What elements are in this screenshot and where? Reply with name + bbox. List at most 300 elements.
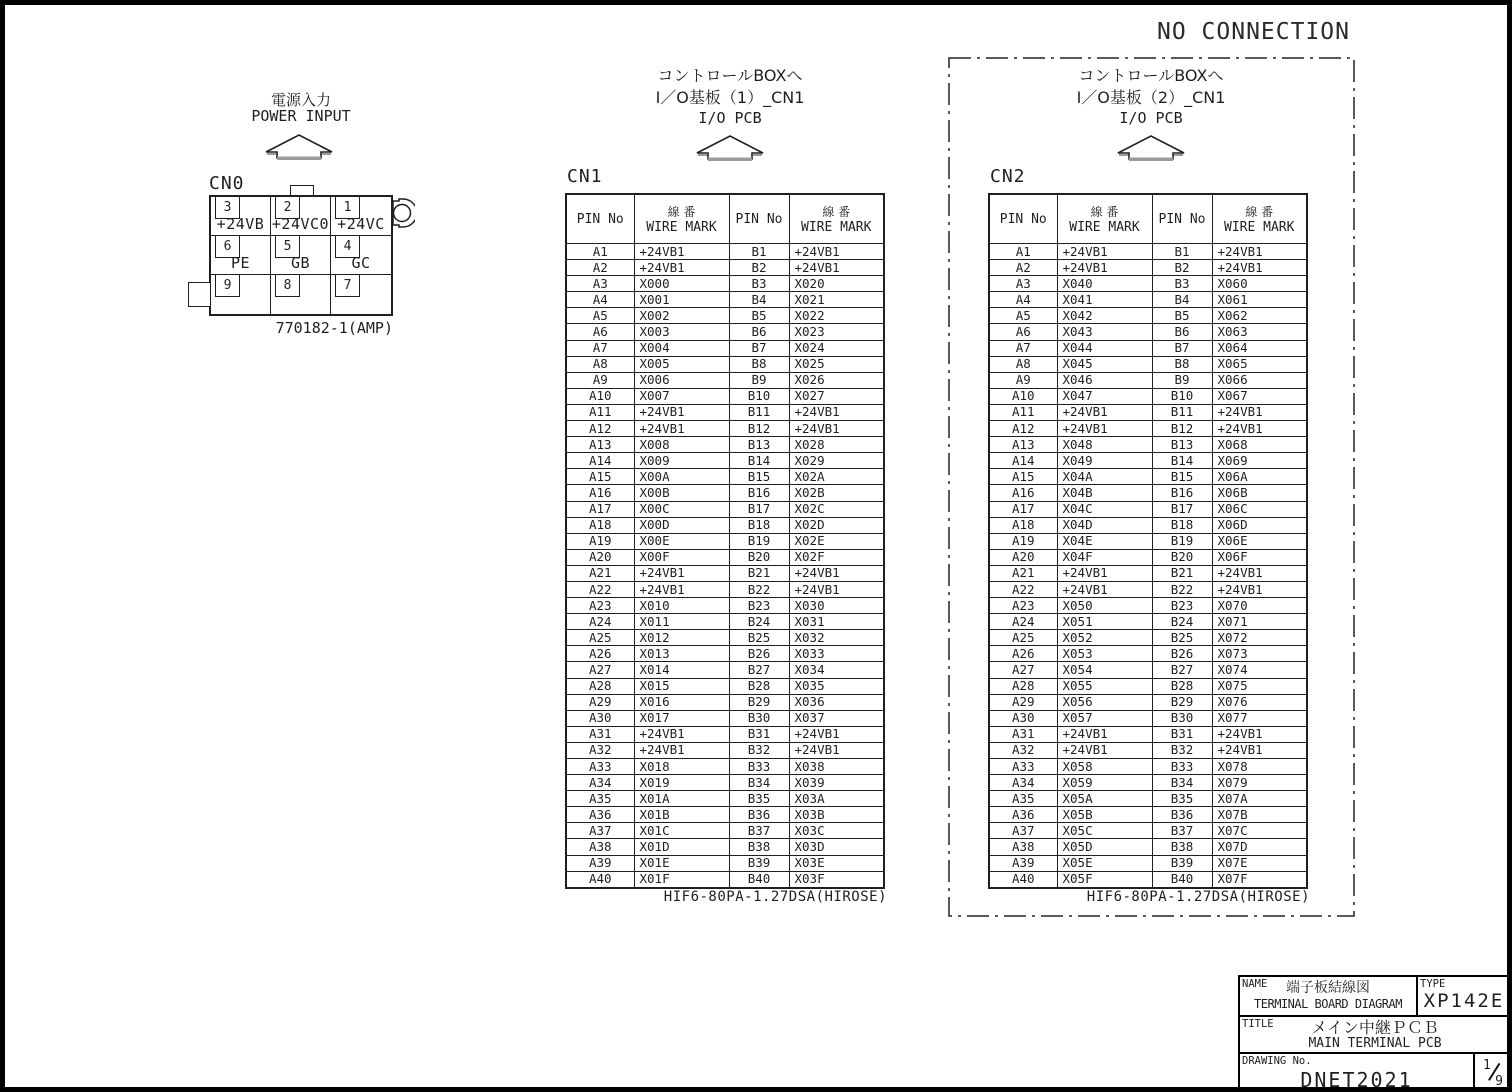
pin-no-cell: A34 bbox=[989, 775, 1057, 791]
wire-mark-cell: X04E bbox=[1057, 533, 1152, 549]
wire-mark-cell: X078 bbox=[1212, 759, 1307, 775]
wire-mark-cell: X068 bbox=[1212, 437, 1307, 453]
pin-row bbox=[989, 437, 1307, 453]
wire-mark-cell: X051 bbox=[1057, 614, 1152, 630]
power-input-label-en: POWER INPUT bbox=[251, 107, 351, 125]
wire-mark-cell: +24VB1 bbox=[634, 565, 729, 581]
pin-no-cell: A15 bbox=[566, 469, 634, 485]
wire-mark-cell: X017 bbox=[634, 710, 729, 726]
pin-row bbox=[989, 791, 1307, 807]
pin-row bbox=[989, 742, 1307, 758]
pin-no-cell: A9 bbox=[566, 372, 634, 388]
wire-mark-cell: +24VB1 bbox=[1057, 404, 1152, 420]
wire-mark-cell: X02E bbox=[789, 533, 884, 549]
wire-mark-cell: +24VB1 bbox=[1212, 565, 1307, 581]
wire-mark-cell: X065 bbox=[1212, 356, 1307, 372]
wire-mark-cell: X03E bbox=[789, 855, 884, 871]
pin-row bbox=[989, 710, 1307, 726]
pin-no-cell: B6 bbox=[729, 324, 789, 340]
power-input-label-jp: 電源入力 bbox=[270, 91, 331, 109]
pin-row bbox=[566, 759, 884, 775]
pin-no-cell: A5 bbox=[989, 308, 1057, 324]
wire-mark-cell: X05F bbox=[1057, 871, 1152, 888]
pin-no-cell: B1 bbox=[1152, 244, 1212, 260]
pin-no-cell: A25 bbox=[989, 630, 1057, 646]
wire-mark-cell: X003 bbox=[634, 324, 729, 340]
pin-no-cell: B26 bbox=[1152, 646, 1212, 662]
wire-mark-cell: X06A bbox=[1212, 469, 1307, 485]
pin-no-cell: B35 bbox=[1152, 791, 1212, 807]
cn0-pin-label: GB bbox=[290, 254, 311, 272]
pin-row bbox=[566, 549, 884, 565]
wire-mark-cell: X07E bbox=[1212, 855, 1307, 871]
cn0-pin-label: +24VB bbox=[216, 215, 265, 233]
pin-row bbox=[566, 292, 884, 308]
wire-mark-cell: X06D bbox=[1212, 517, 1307, 533]
wire-mark-cell: X030 bbox=[789, 598, 884, 614]
cn1-dest-line3: I/O PCB bbox=[698, 109, 762, 127]
pin-row bbox=[566, 469, 884, 485]
wire-mark-cell: X028 bbox=[789, 437, 884, 453]
wire-mark-cell: X044 bbox=[1057, 340, 1152, 356]
wire-mark-cell: X05B bbox=[1057, 807, 1152, 823]
pin-row bbox=[566, 565, 884, 581]
wire-mark-cell: X073 bbox=[1212, 646, 1307, 662]
pin-row bbox=[989, 646, 1307, 662]
wire-mark-cell: X067 bbox=[1212, 388, 1307, 404]
cn0-power-connector-block bbox=[188, 89, 428, 341]
pin-no-cell: A31 bbox=[989, 726, 1057, 742]
pin-no-cell: B24 bbox=[729, 614, 789, 630]
pin-no-cell: A29 bbox=[989, 694, 1057, 710]
pin-no-cell: A24 bbox=[566, 614, 634, 630]
pin-no-cell: B23 bbox=[1152, 598, 1212, 614]
title-block-name-cell bbox=[1240, 977, 1418, 1015]
pin-no-cell: A23 bbox=[566, 598, 634, 614]
pin-no-cell: A34 bbox=[566, 775, 634, 791]
wire-mark-cell: X071 bbox=[1212, 614, 1307, 630]
wire-mark-cell: X020 bbox=[789, 276, 884, 292]
pin-no-cell: B10 bbox=[1152, 388, 1212, 404]
wire-mark-cell: X02C bbox=[789, 501, 884, 517]
wire-mark-cell: X00D bbox=[634, 517, 729, 533]
wire-mark-cell: X07F bbox=[1212, 871, 1307, 888]
pin-no-cell: B39 bbox=[729, 855, 789, 871]
cn0-cell-pin-1 bbox=[331, 197, 391, 236]
wire-mark-cell: X038 bbox=[789, 759, 884, 775]
wire-mark-cell: X062 bbox=[1212, 308, 1307, 324]
pin-row bbox=[566, 356, 884, 372]
col-header-pin-no: PIN No bbox=[1152, 194, 1212, 244]
cn0-cell-pin-9 bbox=[211, 275, 271, 314]
wire-mark-cell: X056 bbox=[1057, 694, 1152, 710]
wire-mark-cell: X040 bbox=[1057, 276, 1152, 292]
wire-mark-cell: X006 bbox=[634, 372, 729, 388]
pin-no-cell: A12 bbox=[566, 421, 634, 437]
wire-mark-cell: X059 bbox=[1057, 775, 1152, 791]
pin-no-cell: A10 bbox=[566, 388, 634, 404]
wire-mark-cell: X07B bbox=[1212, 807, 1307, 823]
pin-no-cell: A4 bbox=[566, 292, 634, 308]
cn0-pin-number: 9 bbox=[215, 275, 240, 297]
cn1-destination-label bbox=[580, 65, 880, 127]
pin-row bbox=[989, 807, 1307, 823]
pin-no-cell: A13 bbox=[566, 437, 634, 453]
drawing-no-label: DRAWING No. bbox=[1242, 1055, 1312, 1067]
pin-row bbox=[566, 823, 884, 839]
pin-no-cell: A22 bbox=[989, 581, 1057, 597]
pin-row bbox=[566, 598, 884, 614]
wire-mark-cell: X03A bbox=[789, 791, 884, 807]
wire-mark-cell: X033 bbox=[789, 646, 884, 662]
pin-no-cell: B32 bbox=[1152, 742, 1212, 758]
pin-row bbox=[989, 340, 1307, 356]
wire-mark-cell: X012 bbox=[634, 630, 729, 646]
wire-mark-cell: X03B bbox=[789, 807, 884, 823]
wire-mark-cell: X01C bbox=[634, 823, 729, 839]
wire-mark-cell: X00B bbox=[634, 485, 729, 501]
up-arrow-icon bbox=[694, 133, 766, 163]
pin-no-cell: A24 bbox=[989, 614, 1057, 630]
pin-no-cell: A22 bbox=[566, 581, 634, 597]
pin-no-cell: B34 bbox=[729, 775, 789, 791]
pin-no-cell: A8 bbox=[989, 356, 1057, 372]
pin-no-cell: A10 bbox=[989, 388, 1057, 404]
pin-no-cell: A2 bbox=[566, 260, 634, 276]
col-header-wire-mark: 線 番 WIRE MARK bbox=[1212, 194, 1307, 244]
wire-mark-cell: X066 bbox=[1212, 372, 1307, 388]
wire-mark-cell: +24VB1 bbox=[1212, 404, 1307, 420]
pin-no-cell: B11 bbox=[1152, 404, 1212, 420]
wire-mark-cell: X029 bbox=[789, 453, 884, 469]
pin-row bbox=[566, 308, 884, 324]
no-connection-label: NO CONNECTION bbox=[1156, 19, 1350, 45]
pin-no-cell: B30 bbox=[729, 710, 789, 726]
pin-no-cell: A27 bbox=[566, 662, 634, 678]
pin-row bbox=[566, 437, 884, 453]
wire-mark-cell: X053 bbox=[1057, 646, 1152, 662]
pin-row bbox=[566, 662, 884, 678]
pin-no-cell: B21 bbox=[1152, 565, 1212, 581]
wire-mark-cell: X016 bbox=[634, 694, 729, 710]
pin-row bbox=[566, 871, 884, 888]
pin-no-cell: A39 bbox=[989, 855, 1057, 871]
cn2-dest-line2: I／O基板（2）_CN1 bbox=[1076, 88, 1226, 107]
wire-mark-cell: X054 bbox=[1057, 662, 1152, 678]
pin-no-cell: B20 bbox=[729, 549, 789, 565]
pin-no-cell: B20 bbox=[1152, 549, 1212, 565]
pin-no-cell: B2 bbox=[1152, 260, 1212, 276]
drawing-name-en: TERMINAL BOARD DIAGRAM bbox=[1254, 997, 1402, 1011]
pin-no-cell: A13 bbox=[989, 437, 1057, 453]
wire-mark-cell: X057 bbox=[1057, 710, 1152, 726]
pin-row bbox=[989, 726, 1307, 742]
pin-row bbox=[566, 340, 884, 356]
wire-mark-cell: X052 bbox=[1057, 630, 1152, 646]
wire-mark-cell: X013 bbox=[634, 646, 729, 662]
cn1-dest-line2: I／O基板（1）_CN1 bbox=[655, 88, 805, 107]
wire-mark-cell: X06E bbox=[1212, 533, 1307, 549]
pin-no-cell: B4 bbox=[729, 292, 789, 308]
col-header-pin-no: PIN No bbox=[566, 194, 634, 244]
pin-row bbox=[989, 871, 1307, 888]
cn2-destination-label bbox=[1001, 65, 1301, 127]
pin-no-cell: B15 bbox=[729, 469, 789, 485]
col-header-pin-no: PIN No bbox=[989, 194, 1057, 244]
wire-mark-cell: X02A bbox=[789, 469, 884, 485]
wire-mark-cell: X048 bbox=[1057, 437, 1152, 453]
pin-no-cell: A17 bbox=[989, 501, 1057, 517]
wire-mark-cell: X022 bbox=[789, 308, 884, 324]
wire-mark-cell: X07C bbox=[1212, 823, 1307, 839]
pin-row bbox=[989, 308, 1307, 324]
wire-mark-cell: X03D bbox=[789, 839, 884, 855]
pin-no-cell: B13 bbox=[1152, 437, 1212, 453]
type-value: XP142E bbox=[1423, 990, 1505, 1012]
wire-mark-cell: +24VB1 bbox=[789, 581, 884, 597]
pin-row bbox=[989, 356, 1307, 372]
wire-mark-cell: X02F bbox=[789, 549, 884, 565]
pin-no-cell: A11 bbox=[989, 404, 1057, 420]
pin-row bbox=[566, 388, 884, 404]
pin-no-cell: A19 bbox=[566, 533, 634, 549]
wire-mark-cell: X045 bbox=[1057, 356, 1152, 372]
wire-mark-cell: X055 bbox=[1057, 678, 1152, 694]
wire-mark-cell: +24VB1 bbox=[634, 742, 729, 758]
pin-no-cell: B19 bbox=[1152, 533, 1212, 549]
pin-no-cell: B12 bbox=[1152, 421, 1212, 437]
wire-mark-cell: X075 bbox=[1212, 678, 1307, 694]
pin-no-cell: A6 bbox=[989, 324, 1057, 340]
wire-mark-cell: X041 bbox=[1057, 292, 1152, 308]
wire-mark-cell: +24VB1 bbox=[1057, 726, 1152, 742]
wire-mark-cell: X002 bbox=[634, 308, 729, 324]
pin-row bbox=[989, 565, 1307, 581]
wire-mark-cell: X01F bbox=[634, 871, 729, 888]
wire-mark-cell: X025 bbox=[789, 356, 884, 372]
pin-no-cell: B13 bbox=[729, 437, 789, 453]
pin-row bbox=[566, 533, 884, 549]
cn1-dest-line1: コントロールBOXへ bbox=[657, 66, 803, 85]
wire-mark-cell: +24VB1 bbox=[1057, 421, 1152, 437]
wire-mark-cell: X000 bbox=[634, 276, 729, 292]
cn0-pin-number: 3 bbox=[215, 197, 240, 219]
wire-mark-cell: X074 bbox=[1212, 662, 1307, 678]
pin-row bbox=[566, 276, 884, 292]
pin-no-cell: B37 bbox=[729, 823, 789, 839]
pin-no-cell: A2 bbox=[989, 260, 1057, 276]
wire-mark-cell: X018 bbox=[634, 759, 729, 775]
pin-no-cell: B33 bbox=[1152, 759, 1212, 775]
pin-no-cell: A37 bbox=[989, 823, 1057, 839]
pin-row bbox=[566, 421, 884, 437]
pin-no-cell: B25 bbox=[1152, 630, 1212, 646]
wire-mark-cell: +24VB1 bbox=[789, 565, 884, 581]
sheet-number-cell bbox=[1475, 1054, 1510, 1092]
pin-no-cell: B36 bbox=[1152, 807, 1212, 823]
pin-no-cell: B31 bbox=[729, 726, 789, 742]
wire-mark-cell: X015 bbox=[634, 678, 729, 694]
pin-row bbox=[566, 581, 884, 597]
cn0-cell-pin-6 bbox=[211, 236, 271, 275]
wire-mark-cell: +24VB1 bbox=[789, 421, 884, 437]
pin-no-cell: B31 bbox=[1152, 726, 1212, 742]
pin-row bbox=[989, 775, 1307, 791]
pin-no-cell: A11 bbox=[566, 404, 634, 420]
pin-no-cell: B3 bbox=[1152, 276, 1212, 292]
wire-mark-cell: +24VB1 bbox=[789, 404, 884, 420]
wire-mark-cell: X07D bbox=[1212, 839, 1307, 855]
pin-no-cell: A6 bbox=[566, 324, 634, 340]
drawing-title-jp: メイン中継ＰＣＢ bbox=[1311, 1018, 1439, 1037]
cn1-name: CN1 bbox=[567, 166, 603, 187]
pin-row bbox=[989, 292, 1307, 308]
pin-no-cell: A37 bbox=[566, 823, 634, 839]
pin-row bbox=[566, 501, 884, 517]
wire-mark-cell: X061 bbox=[1212, 292, 1307, 308]
pin-no-cell: A14 bbox=[989, 453, 1057, 469]
pin-no-cell: A1 bbox=[566, 244, 634, 260]
wire-mark-cell: X007 bbox=[634, 388, 729, 404]
pin-no-cell: B38 bbox=[729, 839, 789, 855]
pin-no-cell: A3 bbox=[566, 276, 634, 292]
wire-mark-cell: +24VB1 bbox=[1212, 726, 1307, 742]
wire-mark-cell: X019 bbox=[634, 775, 729, 791]
col-header-pin-no: PIN No bbox=[729, 194, 789, 244]
pin-row bbox=[566, 678, 884, 694]
cn0-pin-number: 6 bbox=[215, 236, 240, 258]
pin-no-cell: A29 bbox=[566, 694, 634, 710]
wire-mark-cell: +24VB1 bbox=[1212, 244, 1307, 260]
pin-no-cell: A39 bbox=[566, 855, 634, 871]
wire-mark-cell: +24VB1 bbox=[789, 244, 884, 260]
pin-row bbox=[989, 581, 1307, 597]
cn0-pin-label: +24VC bbox=[337, 215, 385, 233]
pin-no-cell: A9 bbox=[989, 372, 1057, 388]
cn2-dest-line1: コントロールBOXへ bbox=[1078, 66, 1224, 85]
wire-mark-cell: +24VB1 bbox=[634, 244, 729, 260]
pin-row bbox=[989, 630, 1307, 646]
title-block-drawing-cell bbox=[1240, 1054, 1475, 1092]
pin-no-cell: B29 bbox=[729, 694, 789, 710]
wire-mark-cell: X00F bbox=[634, 549, 729, 565]
cn0-cell-pin-2 bbox=[271, 197, 331, 236]
pin-no-cell: A40 bbox=[989, 871, 1057, 888]
wire-mark-cell: X04C bbox=[1057, 501, 1152, 517]
pin-row bbox=[989, 549, 1307, 565]
pin-no-cell: A27 bbox=[989, 662, 1057, 678]
sheet-total: 9 bbox=[1495, 1074, 1503, 1089]
cn2-dest-line3: I/O PCB bbox=[1119, 109, 1183, 127]
pin-no-cell: B8 bbox=[729, 356, 789, 372]
pin-row bbox=[566, 646, 884, 662]
wire-mark-cell: X047 bbox=[1057, 388, 1152, 404]
pin-row bbox=[566, 517, 884, 533]
wire-mark-cell: X064 bbox=[1212, 340, 1307, 356]
pin-no-cell: A16 bbox=[566, 485, 634, 501]
pin-no-cell: A17 bbox=[566, 501, 634, 517]
pin-row bbox=[989, 501, 1307, 517]
pin-row bbox=[989, 388, 1307, 404]
wire-mark-cell: X01B bbox=[634, 807, 729, 823]
wire-mark-cell: +24VB1 bbox=[1212, 581, 1307, 597]
pin-row bbox=[989, 662, 1307, 678]
pin-no-cell: B2 bbox=[729, 260, 789, 276]
wire-mark-cell: X024 bbox=[789, 340, 884, 356]
cn0-cell-pin-3 bbox=[211, 197, 271, 236]
pin-no-cell: A20 bbox=[989, 549, 1057, 565]
pin-no-cell: B16 bbox=[1152, 485, 1212, 501]
wire-mark-cell: X043 bbox=[1057, 324, 1152, 340]
pin-no-cell: B9 bbox=[729, 372, 789, 388]
wire-mark-cell: X06F bbox=[1212, 549, 1307, 565]
pin-row bbox=[566, 807, 884, 823]
pin-row bbox=[566, 791, 884, 807]
wire-mark-cell: X04D bbox=[1057, 517, 1152, 533]
wire-mark-cell: X03C bbox=[789, 823, 884, 839]
pin-row bbox=[989, 823, 1307, 839]
up-arrow-icon bbox=[263, 132, 335, 162]
cn0-left-tab bbox=[188, 282, 210, 307]
wire-mark-cell: +24VB1 bbox=[1057, 260, 1152, 276]
wire-mark-cell: X060 bbox=[1212, 276, 1307, 292]
pin-no-cell: B23 bbox=[729, 598, 789, 614]
cn0-pin-label: GC bbox=[351, 254, 371, 272]
pin-no-cell: B4 bbox=[1152, 292, 1212, 308]
wire-mark-cell: X023 bbox=[789, 324, 884, 340]
wire-mark-cell: X036 bbox=[789, 694, 884, 710]
pin-row bbox=[989, 678, 1307, 694]
cn1-connector-part: HIF6-80PA-1.27DSA(HIROSE) bbox=[663, 889, 887, 905]
wire-mark-cell: X01D bbox=[634, 839, 729, 855]
pin-no-cell: A31 bbox=[566, 726, 634, 742]
wire-mark-cell: +24VB1 bbox=[634, 260, 729, 276]
pin-row bbox=[566, 453, 884, 469]
pin-no-cell: A28 bbox=[989, 678, 1057, 694]
pin-no-cell: B40 bbox=[1152, 871, 1212, 888]
pin-no-cell: A28 bbox=[566, 678, 634, 694]
wire-mark-cell: X049 bbox=[1057, 453, 1152, 469]
up-arrow-icon bbox=[1115, 133, 1187, 163]
pin-row bbox=[989, 839, 1307, 855]
pin-no-cell: A1 bbox=[989, 244, 1057, 260]
wire-mark-cell: +24VB1 bbox=[634, 581, 729, 597]
drawing-name-jp: 端子板結線図 bbox=[1286, 980, 1370, 996]
cn0-pin-number: 4 bbox=[335, 236, 360, 258]
wire-mark-cell: +24VB1 bbox=[1057, 565, 1152, 581]
drawing-number: DNET2021 bbox=[1300, 1068, 1413, 1092]
cn0-pin-number: 2 bbox=[275, 197, 300, 219]
pin-no-cell: A19 bbox=[989, 533, 1057, 549]
pin-row bbox=[989, 694, 1307, 710]
type-label: TYPE bbox=[1420, 978, 1446, 990]
wire-mark-cell: X004 bbox=[634, 340, 729, 356]
pin-no-cell: A18 bbox=[989, 517, 1057, 533]
pin-no-cell: B9 bbox=[1152, 372, 1212, 388]
pin-no-cell: B5 bbox=[729, 308, 789, 324]
pin-row bbox=[566, 630, 884, 646]
pin-no-cell: A40 bbox=[566, 871, 634, 888]
pin-no-cell: A38 bbox=[989, 839, 1057, 855]
pin-no-cell: B17 bbox=[729, 501, 789, 517]
wire-mark-cell: X072 bbox=[1212, 630, 1307, 646]
pin-no-cell: B7 bbox=[1152, 340, 1212, 356]
wire-mark-cell: +24VB1 bbox=[1212, 260, 1307, 276]
pin-no-cell: A21 bbox=[566, 565, 634, 581]
pin-row bbox=[566, 372, 884, 388]
pin-no-cell: B33 bbox=[729, 759, 789, 775]
wire-mark-cell: X06C bbox=[1212, 501, 1307, 517]
